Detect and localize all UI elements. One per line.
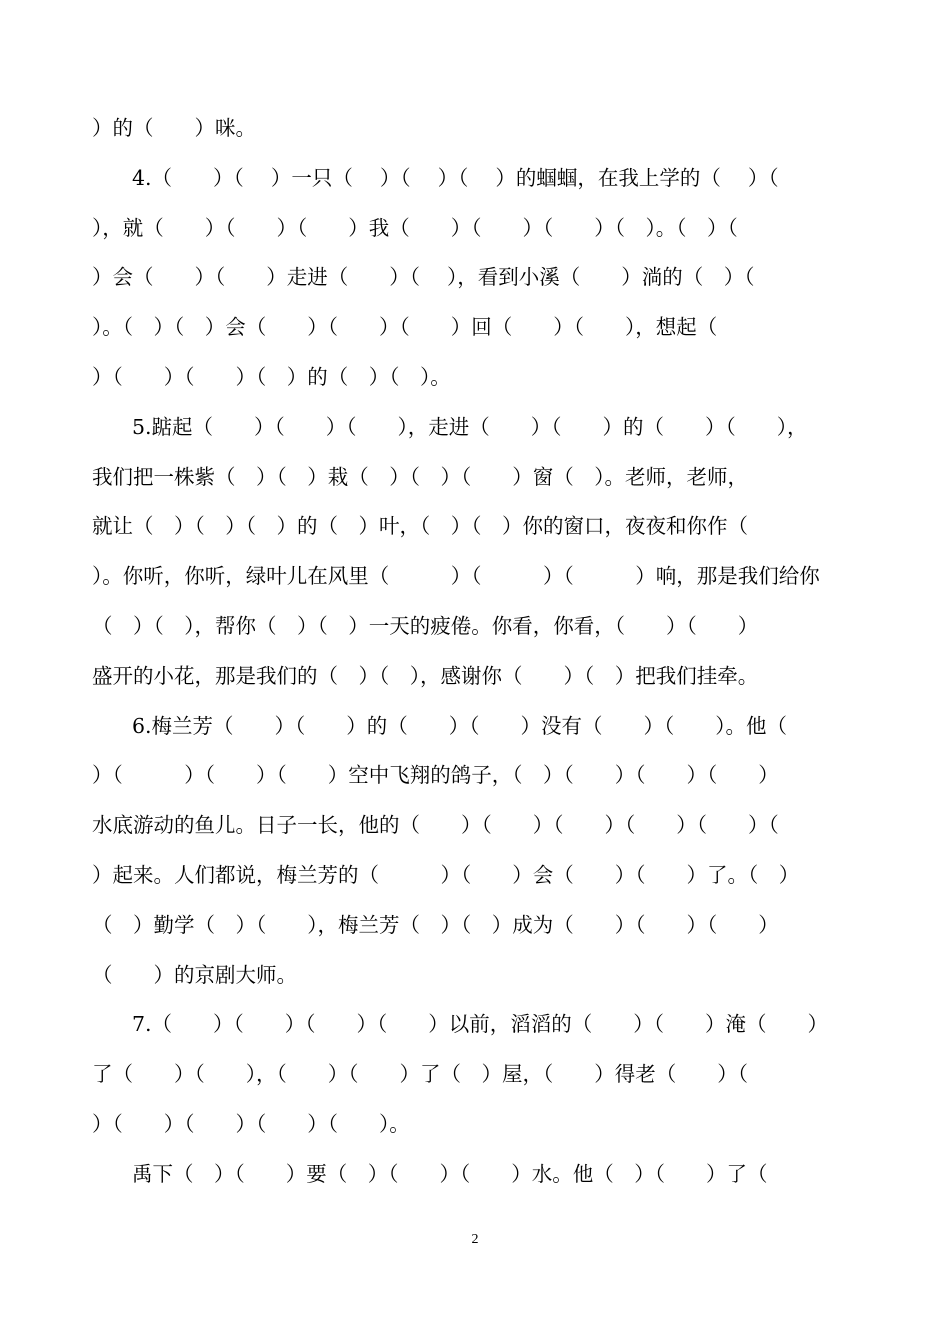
text-line: ）起来。人们都说，梅兰芳的（ ）（ ）会（ ）（ ）了。（ ）	[92, 863, 800, 887]
text-line: ）。（ ）（ ）会（ ）（ ）（ ）回（ ）（ ），想起（	[92, 315, 718, 339]
text-line: 了（ ）（ ），（ ）（ ）了（ ）屋，（ ）得老（ ）（	[92, 1062, 748, 1086]
text-line: （ ）勤学（ ）（ ），梅兰芳（ ）（ ）成为（ ）（ ）（ ）	[92, 913, 779, 937]
text-line: ）（ ）（ ）（ ）（ ）。	[92, 1112, 410, 1136]
text-line: （ ）的京剧大师。	[92, 963, 297, 987]
text-line: 5.踮起（ ）（ ）（ ），走进（ ）（ ）的（ ）（ ），	[132, 415, 808, 439]
text-line: ）（ ）（ ）（ ）的（ ）（ ）。	[92, 365, 451, 389]
text-line: 7.（ ）（ ）（ ）（ ）以前，滔滔的（ ）（ ）淹（ ）	[132, 1012, 829, 1036]
page-number: 2	[471, 1232, 479, 1247]
text-line: 盛开的小花，那是我们的（ ）（ ），感谢你（ ）（ ）把我们挂牵。	[92, 664, 759, 688]
text-line: ），就（ ）（ ）（ ）我（ ）（ ）（ ）（ ）。（ ）（	[92, 216, 738, 240]
text-line: 禹下（ ）（ ）要（ ）（ ）（ ）水。他（ ）（ ）了（	[132, 1162, 768, 1186]
text-line: （ ）（ ），帮你（ ）（ ）一天的疲倦。你看，你看，（ ）（ ）	[92, 614, 759, 638]
text-line: 我们把一株紫（ ）（ ）栽（ ）（ ）（ ）窗（ ）。老师，老师，	[92, 465, 748, 489]
text-line: 4.（ ）（ ）一只（ ）（ ）（ ）的蝈蝈，在我上学的（ ）（	[132, 166, 779, 190]
text-line: ）。你听，你听，绿叶儿在风里（ ）（ ）（ ）响，那是我们给你	[92, 564, 820, 588]
text-line: 就让（ ）（ ）（ ）的（ ）叶，（ ）（ ）你的窗口，夜夜和你作（	[92, 514, 748, 538]
text-line: ）的（ ）咪。	[92, 116, 256, 140]
text-line: ）会（ ）（ ）走进（ ）（ ），看到小溪（ ）淌的（ ）（	[92, 265, 755, 289]
text-line: 6.梅兰芳（ ）（ ）的（ ）（ ）没有（ ）（ ）。他（	[132, 714, 788, 738]
text-line: ）（ ）（ ）（ ）空中飞翔的鸽子，（ ）（ ）（ ）（ ）	[92, 763, 779, 787]
text-line: 水底游动的鱼儿。日子一长，他的（ ）（ ）（ ）（ ）（ ）（	[92, 813, 779, 837]
